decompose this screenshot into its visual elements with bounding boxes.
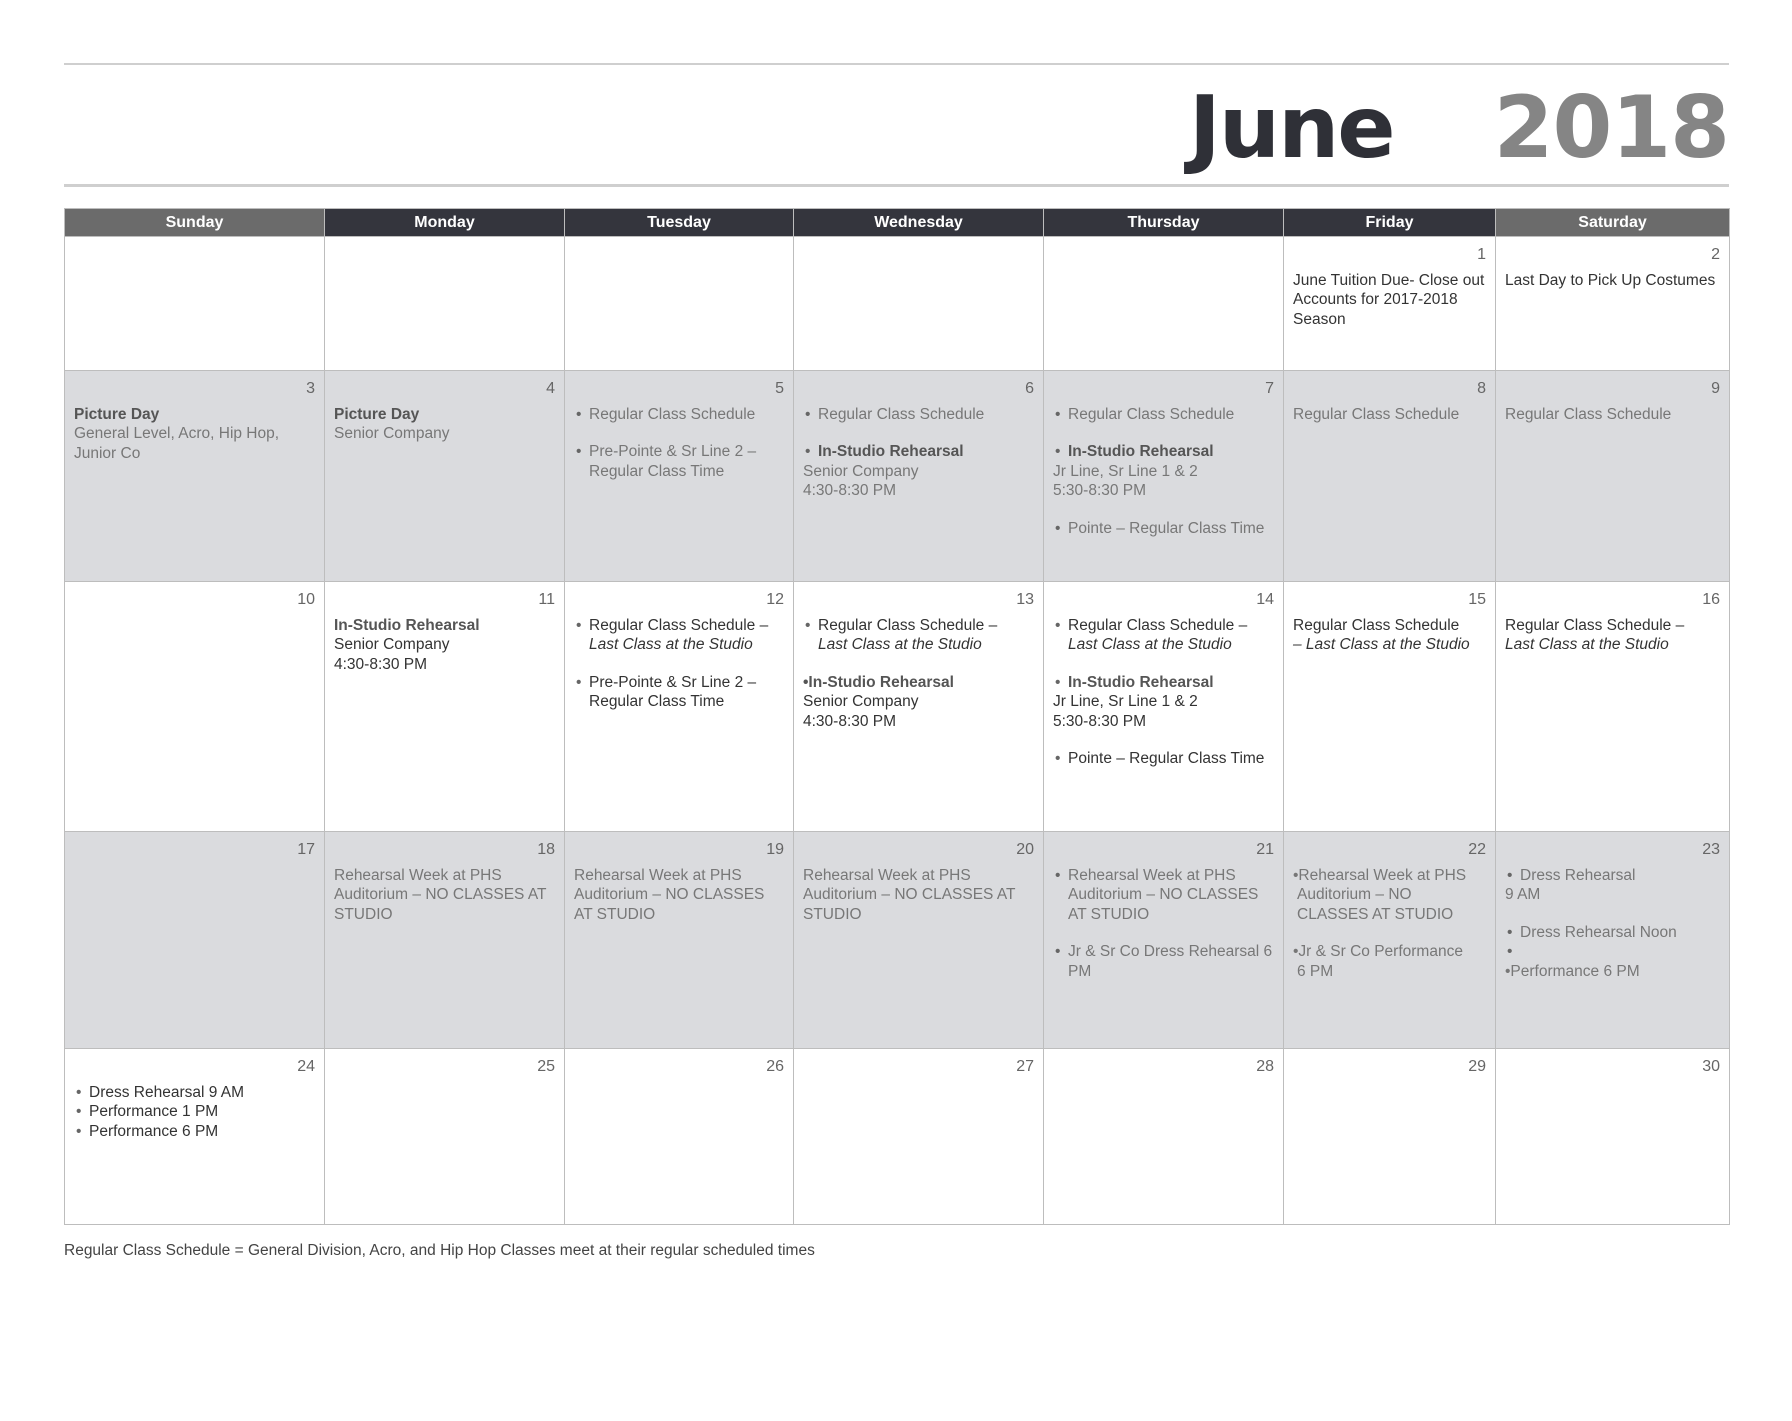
day-cell-30[interactable]	[1496, 1049, 1730, 1225]
event-bullet-item: • Pointe – Regular Class Time	[1053, 749, 1274, 769]
event-text: Last Class at the Studio	[1068, 636, 1232, 653]
event-bullet-item: • Regular Class Schedule	[803, 405, 1034, 425]
spacer	[803, 424, 1034, 442]
day-cell-10[interactable]	[65, 582, 325, 832]
year-label: 2018	[1493, 78, 1729, 178]
event-bullet-item: • Pointe – Regular Class Time	[1053, 519, 1274, 539]
day-cell-empty[interactable]	[1044, 237, 1284, 371]
day-cell-content	[325, 1049, 564, 1089]
event-bullet-item: • Jr & Sr Co Dress Rehearsal 6 PM	[1053, 942, 1274, 981]
day-number: 25	[537, 1058, 555, 1075]
day-cell-29[interactable]	[1284, 1049, 1496, 1225]
day-cell-5[interactable]	[565, 371, 794, 582]
week-row	[65, 1049, 1730, 1225]
spacer	[1053, 655, 1274, 673]
day-cell-content	[1496, 1049, 1729, 1089]
event-text: Regular Class Schedule –	[1505, 616, 1685, 634]
day-cell-23[interactable]	[1496, 832, 1730, 1049]
day-cell-content	[565, 237, 793, 277]
day-cell-content	[794, 1049, 1043, 1089]
day-cell-empty[interactable]	[65, 237, 325, 371]
event-text: 4:30-8:30 PM	[334, 655, 428, 673]
day-cell-content	[65, 237, 324, 277]
day-cell-content	[565, 582, 793, 718]
day-cell-22[interactable]	[1284, 832, 1496, 1049]
event-text: – Last Class at the Studio	[1293, 636, 1470, 653]
day-number: 8	[1477, 380, 1486, 397]
day-cell-content	[794, 371, 1043, 507]
day-number: 22	[1468, 841, 1486, 858]
day-cell-content	[1044, 371, 1283, 544]
week-row	[65, 832, 1730, 1049]
event-bullet-item: • Performance 1 PM	[74, 1102, 315, 1122]
event-text: •Rehearsal Week at PHS	[1293, 866, 1467, 884]
day-number: 15	[1468, 591, 1486, 608]
event-text: Last Day to Pick Up Costumes	[1505, 271, 1716, 289]
weekday-header-saturday: Saturday	[1496, 209, 1730, 237]
day-cell-content	[794, 237, 1043, 277]
event-text: Rehearsal Week at PHS Auditorium – NO CLASSES AT STUDIO	[803, 866, 1016, 923]
event-bullet-item: • Pre-Pointe & Sr Line 2 – Regular Class Time	[574, 673, 784, 712]
day-cell-content	[1284, 371, 1495, 430]
event-text: Senior Company	[334, 425, 450, 442]
event-text: Picture Day	[334, 405, 420, 423]
day-number: 6	[1025, 380, 1034, 397]
day-cell-18[interactable]	[325, 832, 565, 1049]
day-number: 17	[297, 841, 315, 858]
day-cell-26[interactable]	[565, 1049, 794, 1225]
day-cell-empty[interactable]	[794, 237, 1044, 371]
event-text: Senior Company	[803, 462, 919, 480]
day-cell-content	[1496, 237, 1729, 296]
event-bullet-item: • In-Studio Rehearsal	[1053, 673, 1274, 693]
spacer	[1053, 501, 1274, 519]
day-number: 27	[1016, 1058, 1034, 1075]
calendar-body	[65, 237, 1730, 1225]
event-text: Last Class at the Studio	[589, 636, 753, 653]
event-text: Regular Class Schedule	[1293, 616, 1460, 634]
day-cell-17[interactable]	[65, 832, 325, 1049]
event-text: Senior Company	[803, 693, 919, 710]
calendar-title	[1188, 78, 1729, 178]
event-text: Regular Class Schedule	[1293, 405, 1460, 423]
day-cell-content	[1496, 582, 1729, 661]
day-number: 1	[1477, 246, 1486, 263]
event-bullet-item: • Regular Class Schedule –	[1053, 616, 1274, 636]
day-number: 18	[537, 841, 555, 858]
event-bullet-item: • In-Studio Rehearsal	[803, 442, 1034, 462]
event-bullet-item: • Rehearsal Week at PHS Auditorium – NO CLASSES AT STUDIO	[1053, 866, 1274, 925]
event-text: 6 PM	[1297, 962, 1334, 980]
day-cell-25[interactable]	[325, 1049, 565, 1225]
event-bullet-item: • Regular Class Schedule	[574, 405, 784, 425]
day-number: 29	[1468, 1058, 1486, 1075]
day-cell-content	[1284, 832, 1495, 987]
weekday-header-friday: Friday	[1284, 209, 1496, 237]
event-text: In-Studio Rehearsal	[334, 616, 480, 634]
day-number: 2	[1711, 246, 1720, 263]
day-cell-27[interactable]	[794, 1049, 1044, 1225]
day-cell-content	[325, 582, 564, 680]
day-cell-content	[1044, 582, 1283, 775]
day-cell-13[interactable]	[794, 582, 1044, 832]
day-cell-20[interactable]	[794, 832, 1044, 1049]
week-row	[65, 582, 1730, 832]
day-number: 23	[1702, 841, 1720, 858]
day-cell-content	[565, 1049, 793, 1089]
weekday-header-sunday: Sunday	[65, 209, 325, 237]
event-text: General Level, Acro, Hip Hop, Junior Co	[74, 425, 280, 462]
footnote: Regular Class Schedule = General Division, Acro, and Hip Hop Classes meet at their regular scheduled times	[64, 1242, 815, 1259]
day-number: 5	[775, 380, 784, 397]
spacer	[1053, 424, 1274, 442]
day-cell-7[interactable]	[1044, 371, 1284, 582]
day-cell-content	[65, 582, 324, 622]
week-row	[65, 371, 1730, 582]
spacer	[1053, 731, 1274, 749]
day-number: 12	[766, 591, 784, 608]
event-text: Regular Class Schedule	[1505, 405, 1672, 423]
event-text: Rehearsal Week at PHS Auditorium – NO CLASSES AT STUDIO	[574, 866, 765, 923]
day-number: 28	[1256, 1058, 1274, 1075]
event-bullet-item: • Regular Class Schedule –	[574, 616, 784, 636]
day-cell-15[interactable]	[1284, 582, 1496, 832]
event-text: 4:30-8:30 PM	[803, 482, 897, 499]
event-text: Auditorium – NO CLASSES AT STUDIO	[1297, 886, 1454, 923]
event-text: •Performance 6 PM	[1505, 962, 1640, 980]
day-cell-content	[325, 237, 564, 277]
calendar-grid	[64, 208, 1730, 1225]
day-cell-11[interactable]	[325, 582, 565, 832]
event-text: 9 AM	[1505, 886, 1541, 903]
day-cell-21[interactable]	[1044, 832, 1284, 1049]
event-bullet-item: • Regular Class Schedule –	[803, 616, 1034, 636]
day-cell-1[interactable]	[1284, 237, 1496, 371]
day-cell-content	[794, 582, 1043, 737]
day-cell-content	[325, 832, 564, 930]
day-cell-19[interactable]	[565, 832, 794, 1049]
spacer	[574, 424, 784, 442]
month-label: June	[1188, 78, 1394, 178]
spacer	[1053, 924, 1274, 942]
event-bullet-item: • In-Studio Rehearsal	[1053, 442, 1274, 462]
day-cell-content	[1496, 832, 1729, 987]
day-cell-content	[1044, 832, 1283, 987]
day-cell-9[interactable]	[1496, 371, 1730, 582]
event-text: June Tuition Due- Close out Accounts for 2017-2018 Season	[1293, 271, 1485, 328]
week-row	[65, 237, 1730, 371]
event-bullet-item: • Performance 6 PM	[74, 1122, 315, 1142]
day-number: 26	[766, 1058, 784, 1075]
weekday-header-monday: Monday	[325, 209, 565, 237]
day-cell-empty[interactable]	[325, 237, 565, 371]
day-cell-content	[1496, 371, 1729, 430]
event-text: Senior Company	[334, 636, 450, 653]
day-cell-content	[1044, 1049, 1283, 1089]
event-text: Jr Line, Sr Line 1 & 2	[1053, 693, 1198, 710]
day-cell-content	[65, 1049, 324, 1147]
day-cell-content	[565, 832, 793, 930]
day-cell-8[interactable]	[1284, 371, 1496, 582]
event-text: Rehearsal Week at PHS Auditorium – NO CLASSES AT STUDIO	[334, 866, 547, 923]
day-cell-content	[325, 371, 564, 450]
weekday-header-row	[65, 209, 1730, 237]
event-text: 5:30-8:30 PM	[1053, 712, 1147, 730]
day-number: 3	[306, 380, 315, 397]
event-bullet-item: • Dress Rehearsal Noon	[1505, 923, 1720, 943]
event-text: Jr Line, Sr Line 1 & 2	[1053, 462, 1198, 480]
spacer	[1293, 924, 1486, 942]
day-number: 24	[297, 1058, 315, 1075]
day-cell-content	[1284, 582, 1495, 661]
day-cell-3[interactable]	[65, 371, 325, 582]
weekday-header-tuesday: Tuesday	[565, 209, 794, 237]
day-cell-content	[1284, 1049, 1495, 1089]
day-cell-12[interactable]	[565, 582, 794, 832]
event-bullet-item: • Dress Rehearsal 9 AM	[74, 1083, 315, 1103]
day-cell-content	[565, 371, 793, 487]
day-number: 9	[1711, 380, 1720, 397]
event-text: •In-Studio Rehearsal	[803, 673, 954, 691]
day-cell-28[interactable]	[1044, 1049, 1284, 1225]
day-number: 14	[1256, 591, 1274, 608]
event-text: •Jr & Sr Co Performance	[1293, 943, 1463, 960]
event-text: Last Class at the Studio	[1505, 636, 1669, 653]
day-cell-14[interactable]	[1044, 582, 1284, 832]
event-text: Picture Day	[74, 405, 160, 423]
day-number: 4	[546, 380, 555, 397]
day-number: 7	[1265, 380, 1274, 397]
day-number: 16	[1702, 591, 1720, 608]
event-text: 5:30-8:30 PM	[1053, 482, 1147, 499]
day-number: 11	[538, 591, 555, 608]
day-cell-empty[interactable]	[565, 237, 794, 371]
day-cell-content	[1044, 237, 1283, 277]
day-number: 13	[1016, 591, 1034, 608]
spacer	[574, 655, 784, 673]
event-bullet-item	[1505, 942, 1720, 962]
event-bullet-item: • Pre-Pointe & Sr Line 2 – Regular Class Time	[574, 442, 784, 481]
day-cell-content	[65, 832, 324, 872]
day-cell-6[interactable]	[794, 371, 1044, 582]
day-cell-16[interactable]	[1496, 582, 1730, 832]
day-cell-2[interactable]	[1496, 237, 1730, 371]
day-number: 19	[766, 841, 784, 858]
event-text: Last Class at the Studio	[818, 636, 982, 653]
spacer	[803, 655, 1034, 673]
day-cell-24[interactable]	[65, 1049, 325, 1225]
day-cell-content	[65, 371, 324, 469]
day-cell-content	[794, 832, 1043, 930]
top-rule	[64, 63, 1729, 65]
weekday-header-thursday: Thursday	[1044, 209, 1284, 237]
title-underline	[64, 184, 1729, 187]
spacer	[1505, 905, 1720, 923]
day-number: 20	[1016, 841, 1034, 858]
day-cell-4[interactable]	[325, 371, 565, 582]
event-text: 4:30-8:30 PM	[803, 712, 897, 730]
day-cell-content	[1284, 237, 1495, 335]
day-number: 30	[1702, 1058, 1720, 1075]
weekday-header-wednesday: Wednesday	[794, 209, 1044, 237]
event-bullet-item: • Regular Class Schedule	[1053, 405, 1274, 425]
day-number: 21	[1256, 841, 1274, 858]
day-number: 10	[297, 591, 315, 608]
event-bullet-item: • Dress Rehearsal	[1505, 866, 1720, 886]
